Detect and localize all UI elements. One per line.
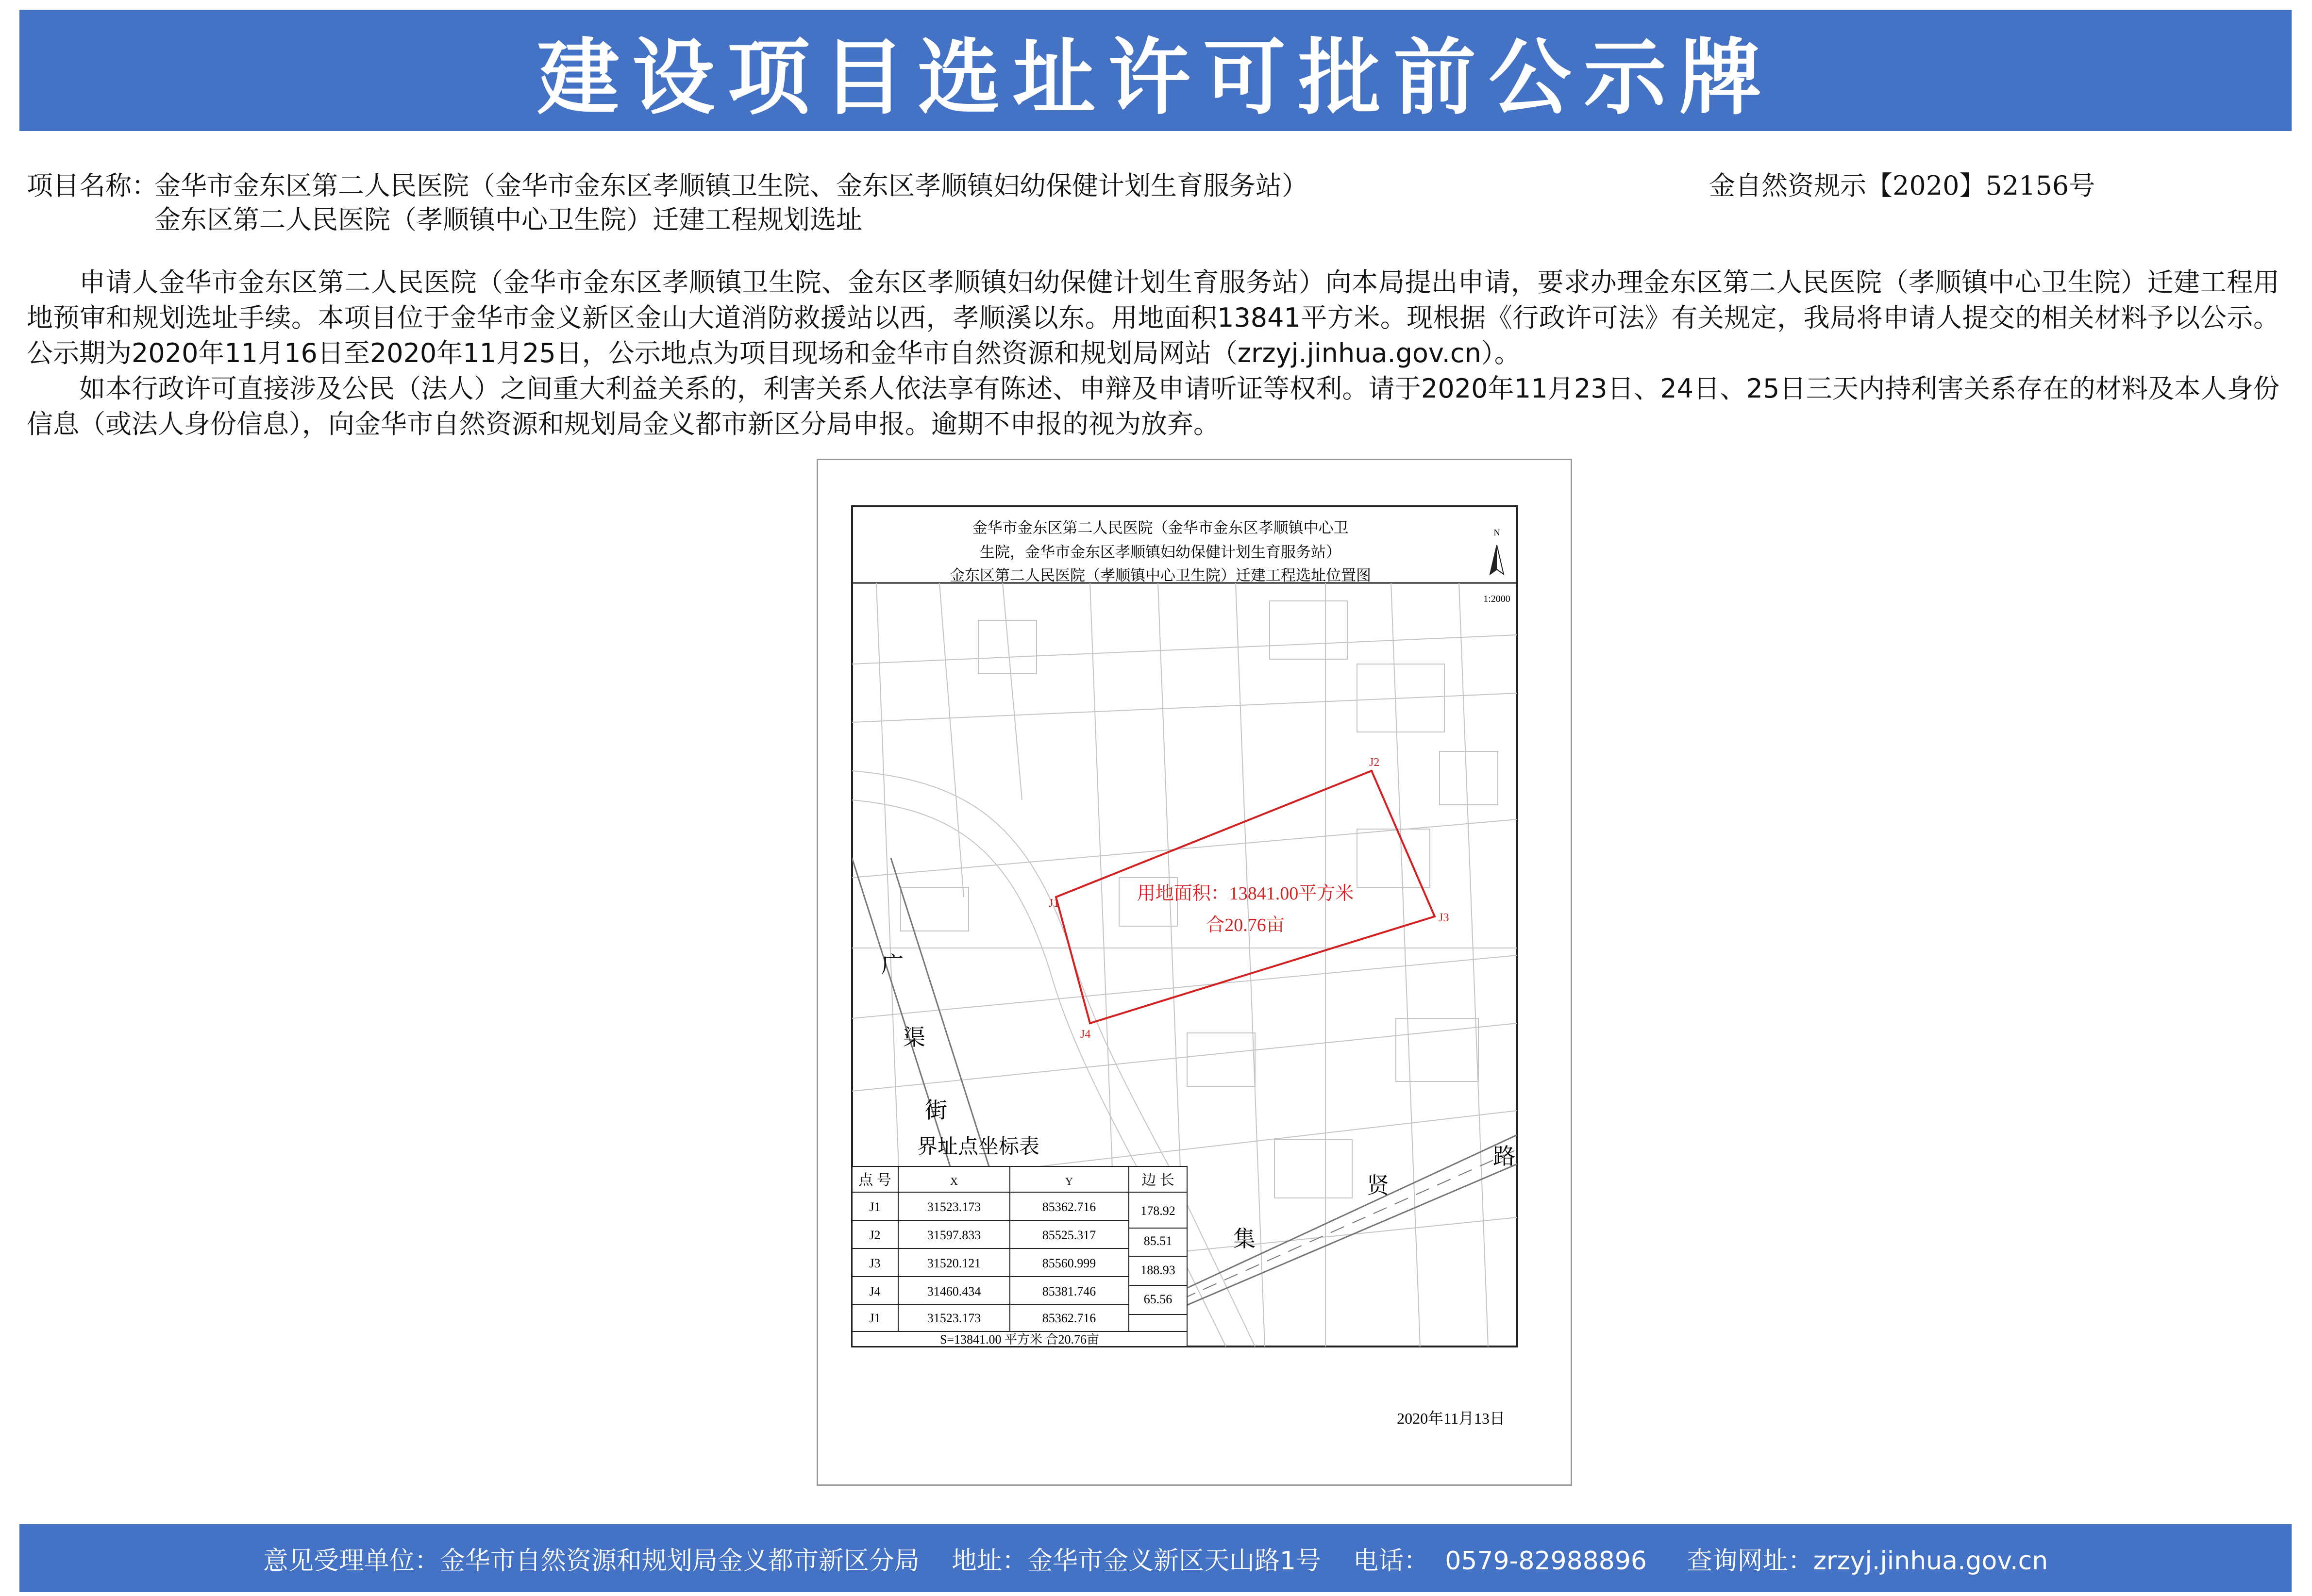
table-row-5-point: J1 — [869, 1311, 881, 1325]
point-label-j2: J2 — [1369, 756, 1380, 769]
table-row-2-point: J2 — [869, 1228, 881, 1242]
table-row-1-y: 85362.716 — [1042, 1200, 1096, 1214]
parcel-area-label: 用地面积：13841.00平方米 — [1137, 883, 1354, 904]
table-edge-4: 65.56 — [1143, 1292, 1173, 1306]
map-title-line1: 金华市金东区第二人民医院（金华市金东区孝顺镇中心卫 — [972, 519, 1349, 536]
map-title-line3: 金东区第二人民医院（孝顺镇中心卫生院）迁建工程选址位置图 — [950, 567, 1371, 584]
notice-body — [27, 265, 2279, 442]
north-label: N — [1493, 528, 1500, 537]
table-edge-3: 188.93 — [1140, 1263, 1175, 1277]
table-edge-1: 178.92 — [1140, 1204, 1175, 1218]
document-number: 金自然资规示【2020】52156号 — [1709, 170, 2095, 201]
project-name-line1: 金华市金东区第二人民医院（金华市金东区孝顺镇卫生院、金东区孝顺镇妇幼保健计划生育服务站） — [154, 170, 1308, 201]
table-row-3-point: J3 — [869, 1256, 881, 1270]
footer-contact-text: 意见受理单位：金华市自然资源和规划局金义都市新区分局 地址：金华市金义新区天山路1号 电话： 0579-82988896 查询网址：zrzyj.jinhua.gov.cn — [263, 1546, 2048, 1576]
road-right-char-1: 集 — [1233, 1226, 1256, 1251]
road-left-char-3: 街 — [925, 1097, 947, 1123]
road-right-char-3: 路 — [1493, 1144, 1515, 1169]
road-left-char-1: 广 — [881, 952, 904, 977]
point-label-j3: J3 — [1439, 912, 1449, 924]
table-row-1-point: J1 — [869, 1200, 881, 1214]
table-row-4-y: 85381.746 — [1042, 1284, 1096, 1298]
table-header-edge: 边 长 — [1141, 1172, 1174, 1188]
site-map-panel — [817, 459, 1572, 1486]
table-row-4-x: 31460.434 — [927, 1284, 981, 1298]
project-name-label: 项目名称： — [27, 170, 158, 201]
coordinate-table — [852, 1166, 1187, 1347]
table-row-4-point: J4 — [869, 1284, 881, 1298]
table-row-5-y: 85362.716 — [1042, 1311, 1096, 1325]
table-row-2-y: 85525.317 — [1042, 1228, 1096, 1242]
road-right-char-2: 贤 — [1367, 1173, 1389, 1198]
footer-banner — [19, 1524, 2292, 1592]
table-row-3-x: 31520.121 — [927, 1256, 981, 1270]
table-row-5-x: 31523.173 — [927, 1311, 981, 1325]
road-left-char-2: 渠 — [903, 1025, 925, 1050]
table-row-3-y: 85560.999 — [1042, 1256, 1096, 1270]
site-location-map — [818, 460, 1571, 1484]
table-edge-2: 85.51 — [1143, 1234, 1173, 1248]
table-header-x: X — [950, 1175, 958, 1187]
header-banner — [19, 10, 2292, 131]
table-footer-area: S=13841.00 平方米 合20.76亩 — [939, 1332, 1100, 1347]
point-label-j4: J4 — [1080, 1028, 1091, 1041]
notice-paragraph-2: 如本行政许可直接涉及公民（法人）之间重大利益关系的，利害关系人依法享有陈述、申辩及申请听证等权利。请于2020年11月23日、24日、25日三天内持利害关系存在的材料及本人身份信息（或法人身份信息），向金华市自然资源和规划局金义都市新区分局申报。逾期不申报的视为放弃。 — [27, 373, 2279, 439]
table-header-y: Y — [1065, 1175, 1073, 1187]
point-label-j1: J1 — [1049, 897, 1059, 910]
project-name-line2: 金东区第二人民医院（孝顺镇中心卫生院）迁建工程规划选址 — [154, 204, 862, 235]
coordinate-table-title: 界址点坐标表 — [917, 1136, 1040, 1158]
table-row-2-x: 31597.833 — [927, 1228, 981, 1242]
table-header-point: 点 号 — [858, 1172, 891, 1188]
map-scale: 1:2000 — [1483, 594, 1510, 604]
map-date: 2020年11月13日 — [1397, 1410, 1505, 1427]
table-row-1-x: 31523.173 — [927, 1200, 981, 1214]
page-title: 建设项目选址许可批前公示牌 — [536, 30, 1774, 126]
map-title-line2: 生院，金华市金东区孝顺镇妇幼保健计划生育服务站） — [980, 544, 1341, 561]
notice-paragraph-1: 申请人金华市金东区第二人民医院（金华市金东区孝顺镇卫生院、金东区孝顺镇妇幼保健计划生育服务站）向本局提出申请，要求办理金东区第二人民医院（孝顺镇中心卫生院）迁建工程用地预审和规划选址手续。本项目位于金华市金义新区金山大道消防救援站以西，孝顺溪以东。用地面积13841平方米。现根据《行政许可法》有关规定，我局将申请人提交的相关材料予以公示。公示期为2020年11月16日至2020年11月25日，公示地点为项目现场和金华市自然资源和规划局网站（zrzyj.jinhua.gov.cn）。 — [27, 267, 2279, 368]
parcel-area-mu: 合20.76亩 — [1206, 915, 1285, 935]
